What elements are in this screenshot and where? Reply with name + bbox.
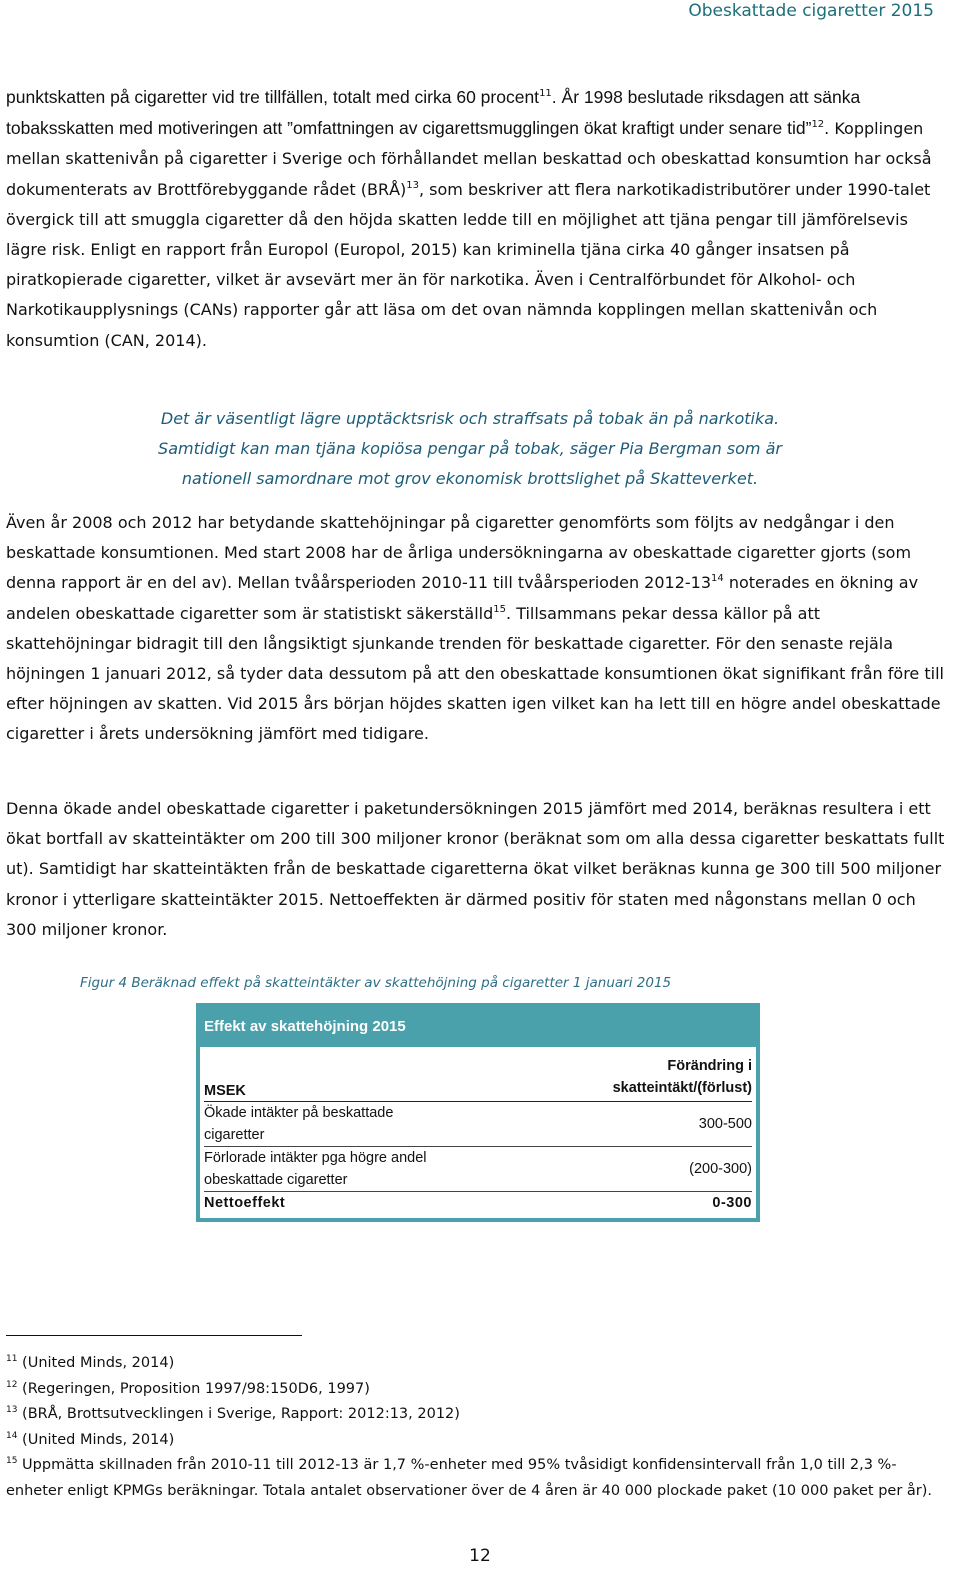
footnote-11 [6,1351,948,1377]
table-body [200,1047,756,1218]
tax-effect-table [196,1003,760,1222]
quote-line: nationell samordnare mot grov ekonomisk brottslighet på Skatteverket. [181,469,759,488]
paragraph-text: noterades en ökning av andelen obeskattade cigaretter som är statistiskt säkerställd [6,573,919,623]
quote-line: Samtidigt kan man tjäna kopiösa pengar på tobak, säger Pia Bergman som är [158,439,782,458]
row-value: 300-500 [698,1116,752,1132]
paragraph-text: . Tillsammans pekar dessa källor på att skattehöjningar bidragit till den långsiktigt sjunkande trenden för beskattade cigaretter. För den senaste rejäla höjningen 1 januari 2012, så tyder data dessutom på att den obeskattade konsumtionen ökat signifikant från före till efter höjningen av skatten. Vid 2015 års början höjdes skatten igen vilket kan ha lett till en högre andel obeskattade cigaretter i årets undersökning jämfört med tidigare. [6,603,944,744]
table-header-row [204,1055,752,1102]
footnote-text: (United Minds, 2014) [17,1355,175,1371]
row-label-line: cigaretter [204,1127,265,1143]
footnote-number: 14 [6,1430,18,1441]
paragraph-net-effect [6,794,948,945]
footnote-number: 13 [6,1405,18,1415]
page-number: 12 [469,1546,491,1566]
footnote-number: 11 [6,1354,18,1364]
footnote-15 [6,1453,948,1504]
column-header-msek: MSEK [204,1083,246,1099]
footnote-ref-12[interactable]: 12 [811,119,825,131]
footnote-number: 12 [6,1379,18,1390]
row-label-line: Förlorade intäkter pga högre andel [204,1150,427,1166]
figure-caption: Figur 4 Beräknad effekt på skatteintäkter av skattehöjning på cigaretter 1 januari 2015 [80,975,672,991]
column-header-line: Förändring i [667,1058,752,1074]
footnote-ref-15[interactable]: 15 [493,603,507,615]
row-label [204,1102,484,1146]
net-effect-value: 0-300 [712,1195,752,1211]
table-title: Effekt av skattehöjning 2015 [204,1018,406,1035]
paragraph-text: Denna ökade andel obeskattade cigaretter i paketundersökningen 2015 jämfört med 2014, beräknas resultera i ett ökat bortfall av skatteintäkter om 200 till 300 miljoner kronor (beräknat som om alla dessa cigaretter beskattats fullt ut). Samtidigt har skatteintäkten från de beskattade cigaretterna ökat vilket beräknas kunna ge 300 till 500 miljoner kronor i ytterligare skatteintäkter 2015. Nettoeffekten är därmed positiv för staten med någonstans mellan 0 och 300 miljoner kronor. [6,799,945,939]
footnote-13 [6,1402,948,1428]
footnote-separator [6,1335,302,1336]
column-header-change [613,1055,752,1099]
footnote-text: (United Minds, 2014) [17,1431,175,1448]
footnote-12 [6,1377,948,1403]
footnote-ref-14[interactable]: 14 [711,573,724,585]
paragraph-tax-history [6,82,948,356]
footnote-number: 15 [6,1456,18,1466]
paragraph-text: punktskatten på cigaretter vid tre tillfällen, totalt med cirka 60 procent [6,87,540,107]
row-label-line: Ökade intäkter på beskattade [204,1105,394,1121]
footnotes [6,1351,948,1504]
footnote-text: Uppmätta skillnaden från 2010-11 till 2012-13 är 1,7 %-enheter med 95% tvåsidigt konfidensintervall från 1,0 till 2,3 %-enheter enligt KPMGs beräkningar. Totala antalet observationer över de 4 åren är 40 000 plockade paket (10 000 paket per år). [6,1457,933,1499]
footnote-ref-13[interactable]: 13 [406,179,419,191]
table-total-row [204,1192,752,1214]
row-label-line: obeskattade cigaretter [204,1172,348,1188]
paragraph-tax-increases [6,508,948,750]
paragraph-text: Även år 2008 och 2012 har betydande skattehöjningar på cigaretter genomförts som följts av nedgångar i den beskattade konsumtionen. Med start 2008 har de årliga undersökningarna av obeskattade cigaretter gjorts (som denna rapport är en del av). Mellan tvåårsperioden 2010-11 till tvåårsperioden 2012-13 [6,513,912,593]
row-label [204,1147,484,1191]
paragraph-text: . Kopplingen mellan skattenivån på cigaretter i Sverige och förhållandet mellan beskattad och obeskattad konsumtion har också dokumenterats av Brottförebyggande rådet (BRÅ) [6,119,932,199]
running-header: Obeskattade cigaretter 2015 [688,1,934,21]
paragraph-text: , som beskriver att flera narkotikadistributörer under 1990-talet övergick till att smuggla cigaretter då den höjda skatten ledde till en möjlighet att tjäna pengar till jämförelsevis lägre risk. Enligt en rapport från Europol (Europol, 2015) kan kriminella tjäna cirka 40 gånger insatsen på piratkopierade cigaretter, vilket är avsevärt mer än för narkotika. Även i Centralförbundet för Alkohol- och Narkotikaupplysnings (CANs) rapporter går att läsa om det ovan nämnda kopplingen mellan skattenivån och konsumtion (CAN, 2014). [6,179,931,350]
net-effect-label: Nettoeffekt [204,1195,286,1211]
footnote-text: (Regeringen, Proposition 1997/98:150D6, 1997) [17,1380,370,1397]
pull-quote [60,404,880,494]
column-header-line: skatteintäkt/(förlust) [612,1080,752,1096]
footnote-text: (BRÅ, Brottsutvecklingen i Sverige, Rapport: 2012:13, 2012) [17,1406,460,1422]
table-row [204,1147,752,1192]
table-row [204,1102,752,1147]
footnote-ref-11[interactable]: 11 [539,88,552,99]
paragraph-text: . År 1998 beslutade riksdagen att sänka tobaksskatten med motiveringen att ”omfattningen av cigarettsmugglingen ökat kraftigt under senare tid” [6,87,861,139]
quote-line: Det är väsentligt lägre upptäcktsrisk och straffsats på tobak än på narkotika. [160,409,780,428]
footnote-14 [6,1428,948,1454]
row-value: (200-300) [689,1161,752,1177]
